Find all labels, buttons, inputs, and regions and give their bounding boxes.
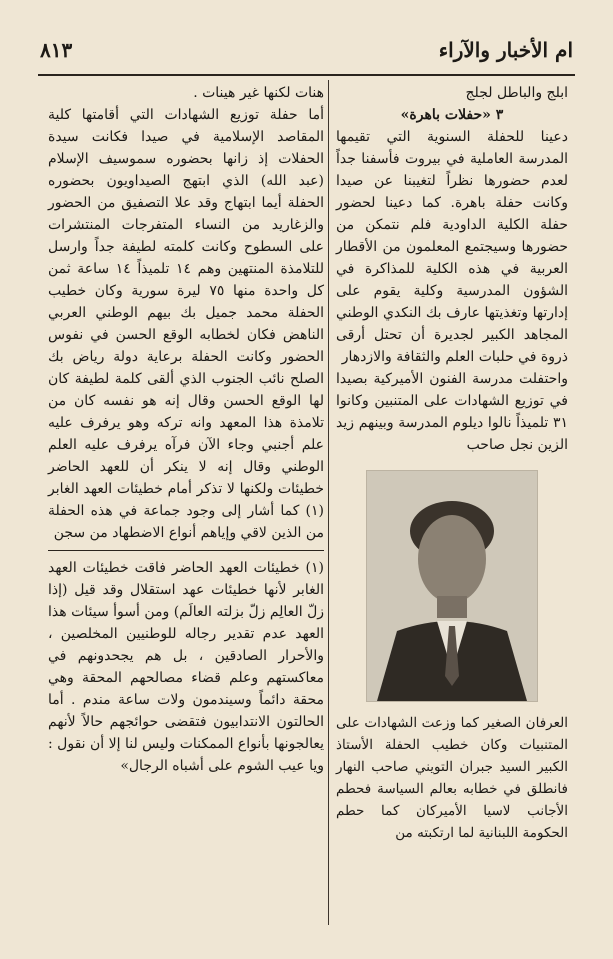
footnote: (١) خطيئات العهد الحاضر فاقت خطيئات العهد الغابر لأنها خطيئات عهد استقلال وقد قيل (إذا زلّ العالِم زلّ بزلته العالَم) ومن أسوأ سيئات هذا العهد عدم تقدير رجاله للوطنيين المخلصين ، والأحرار الصادقين ، بل هم يجحدونهم في معاكستهم وعلم قضاء مصالحهم المحقة وهي محقة دائماً وسيندمون ولات ساعة مندم . أما الحالتون الانتدابيون فتقضى حوائجهم حالاً لأنهم يعالجونها بأنواع الممكنات وليس لنا إلا أن نقول : ويا عيب الشوم على أشباه الرجال» (48, 560, 324, 774)
running-title: ام الأخبار والآراء (438, 38, 573, 62)
left-column (48, 82, 324, 777)
page-header (40, 30, 573, 70)
right-paragraph-1: دعينا للحفلة السنوية التي تقيمها المدرسة العاملية في بيروت فأسفنا جداً لعدم حضورها نظراً لتغيبنا عن صيدا وكانت حفلة باهرة. كما دعينا لحضور حفلة الكلية الداودية فلم نتمكن من حضورها وسيجتمع المعلمون من الأقطار العربية في هذه الكلية للمذاكرة في الشؤون المدرسية وكلية يقوم على إدارتها وتغذيتها عارف بك النكدي الوطني المجاهد الكبير لجديرة أن تحتل أرقى ذروة في حلبات العلم والثقافة والازدهار (336, 129, 568, 365)
right-column (336, 82, 568, 844)
header-rule (38, 74, 575, 76)
right-top-line: ابلج والباطل لجلج (465, 85, 568, 101)
left-main-text: أما حفلة توزيع الشهادات التي أقامتها كلية المقاصد الإسلامية في صيدا فكانت سيدة الحفلات إذ زانها بحضوره سموسيف الإسلام (عبد الله) الذي ابتهج الصيداويون بحضوره الحفلة أيما ابتهاج وقد علا التصفيق من الحضور والزغاريد من النساء المتفرجات المنتشرات على السطوح وكانت كلمته لطيفة جداً وارسل للتلامذة المنتهين وهم ١٤ تلميذاً ١٤ ساعة ثمن كل واحدة منها ٧٥ ليرة سورية وكان خطيب الحفلة محمد جميل بك بيهم الوطني العربي الناهض فكان لخطابه الوقع الحسن في نفوس الحضور وكانت الحفلة برعاية دولة رياض بك الصلح نائب الجنوب الذي ألقى كلمة لطيفة كان لها الوقع الحسن وقال إنه هو نفسه كان من تلامذة هذا المعهد وانه تركه وهو يرفرف عليه علم أجنبي وجاء الآن فرآه يرفرف عليه العلم الوطني وقال إنه لا ينكر أن للعهد الحاضر خطيئات ولكنها لا تذكر أمام خطيئات العهد الغابر (١) كما أشار إلى وجود جماعة في هذه الحفلة من الذين لاقي وإياهم أنواع الاضطهاد من سجن (48, 107, 324, 541)
section-heading: ٣ «حفلات باهرة» (400, 107, 504, 123)
photo-caption: العرفان الصغير كما وزعت الشهادات على المتنبيات وكان خطيب الحفلة الأستاذ الكبير السيد جبران التويني صاحب النهار فانطلق في خطابه بعالم السياسة فحطم الأجانب لاسيا الأميركان كما حطم الحكومة اللبنانية لما ارتكبته من (336, 715, 568, 841)
footnote-rule (48, 550, 324, 551)
right-paragraph-2: واحتفلت مدرسة الفنون الأميركية بصيدا في توزيع الشهادات على المتنبين وكانوا ٣١ تلميذاً نالوا ديلوم المدرسة وبينهم زيد الزين نجل صاحب (336, 371, 568, 453)
left-top-line: هنات لكنها غير هينات . (193, 85, 324, 101)
page-number: ٨١٣ (40, 38, 73, 62)
column-divider (328, 80, 329, 925)
portrait-photo (366, 470, 538, 702)
